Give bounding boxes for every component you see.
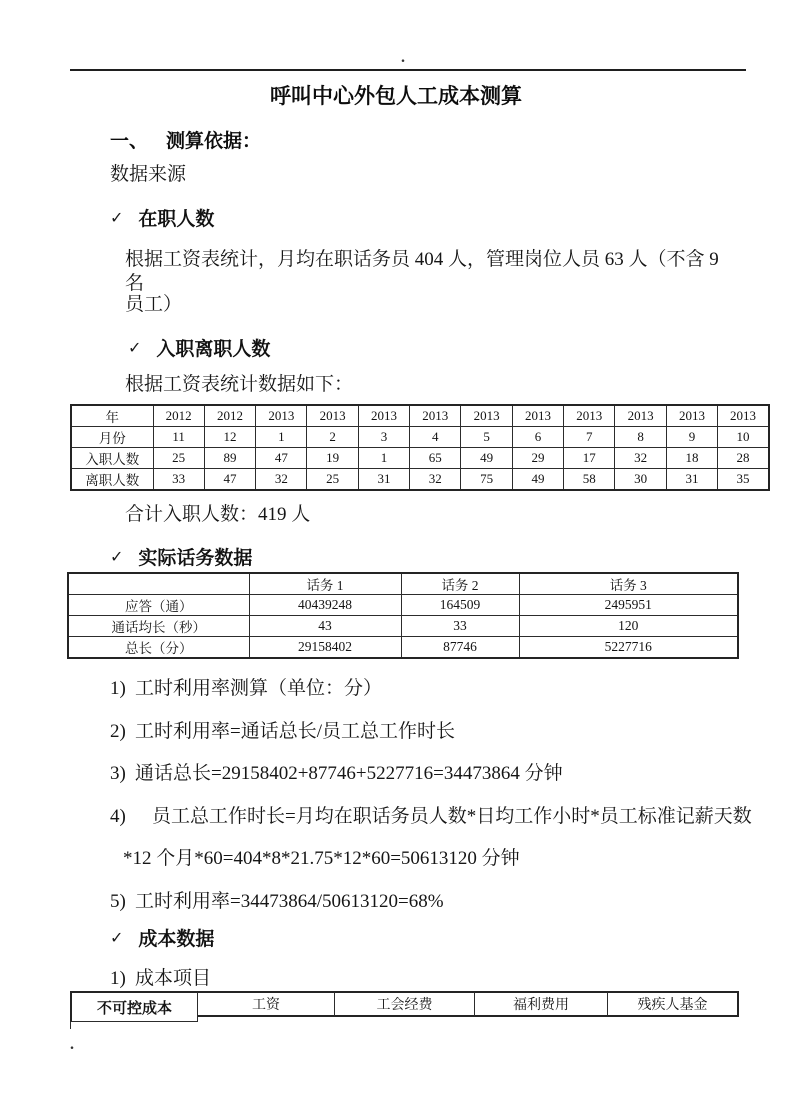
checkmark-icon: ✓ bbox=[128, 338, 142, 357]
table-cell: 32 bbox=[256, 469, 307, 491]
section-number: 一、 bbox=[110, 131, 149, 152]
table-cell: 2013 bbox=[615, 405, 666, 427]
numbered-item-3 bbox=[110, 758, 563, 785]
item-number: 1) bbox=[110, 678, 126, 699]
stray-dot-bottom: . bbox=[70, 1036, 74, 1053]
bullet-label: 成本数据 bbox=[138, 929, 215, 950]
table-cell: 2013 bbox=[410, 405, 461, 427]
total-hired-text: 合计入职人数：419 人 bbox=[125, 504, 311, 525]
table-cell: 9 bbox=[666, 427, 717, 448]
table-cell: 33 bbox=[153, 469, 204, 491]
cost-category-table bbox=[70, 991, 739, 1022]
table-cell: 5227716 bbox=[519, 637, 738, 659]
table-row bbox=[71, 448, 769, 469]
table-cell: 29158402 bbox=[249, 637, 401, 659]
table-cell: 2012 bbox=[153, 405, 204, 427]
table-cell: 2013 bbox=[564, 405, 615, 427]
bullet-label: 入职离职人数 bbox=[156, 339, 271, 360]
table-cell-disabled-fund: 残疾人基金 bbox=[608, 991, 739, 1017]
item-text: 工时利用率=通话总长/员工总工作时长 bbox=[135, 721, 455, 742]
item-number: 3) bbox=[110, 763, 126, 784]
header-rule bbox=[70, 69, 746, 71]
table-cell: 120 bbox=[519, 616, 738, 637]
table-cell-welfare-fee: 福利费用 bbox=[475, 991, 608, 1017]
table-cell: 年 bbox=[71, 405, 153, 427]
table-cell: 入职人数 bbox=[71, 448, 153, 469]
table-cell: 2013 bbox=[358, 405, 409, 427]
table-cell: 49 bbox=[512, 469, 563, 491]
item-number: 1) bbox=[110, 968, 126, 989]
table-cell: 19 bbox=[307, 448, 358, 469]
stray-dot-top: . bbox=[401, 49, 405, 66]
table-cell: 话务 1 bbox=[249, 573, 401, 595]
table-cell: 31 bbox=[666, 469, 717, 491]
item-number: 2) bbox=[110, 721, 126, 742]
data-source-label: 数据来源 bbox=[110, 164, 187, 185]
table-cell: 通话均长（秒） bbox=[68, 616, 249, 637]
table-row bbox=[68, 595, 738, 616]
cost-item-heading bbox=[110, 963, 211, 990]
table-cell: 2013 bbox=[307, 405, 358, 427]
table-cell: 33 bbox=[401, 616, 519, 637]
table-cell: 2495951 bbox=[519, 595, 738, 616]
table-cell: 应答（通） bbox=[68, 595, 249, 616]
table-cell: 2013 bbox=[256, 405, 307, 427]
table-cell-uncontrollable-cost: 不可控成本 bbox=[70, 991, 198, 1022]
table-cell: 话务 3 bbox=[519, 573, 738, 595]
table-cell: 2013 bbox=[461, 405, 512, 427]
table-cell: 89 bbox=[204, 448, 255, 469]
bullet-traffic-data bbox=[110, 541, 257, 572]
checkmark-icon: ✓ bbox=[110, 208, 124, 227]
item-text: 工时利用率测算（单位：分） bbox=[135, 678, 383, 699]
table-cell: 11 bbox=[153, 427, 204, 448]
checkmark-icon: ✓ bbox=[110, 928, 124, 947]
table-cell: 10 bbox=[718, 427, 769, 448]
table-cell: 25 bbox=[307, 469, 358, 491]
bullet-label: 在职人数 bbox=[138, 209, 215, 230]
table-cell: 43 bbox=[249, 616, 401, 637]
item-text: 员工总工作时长=月均在职话务员人数*日均工作小时*员工标准记薪天数 bbox=[152, 806, 752, 827]
table-cell-salary: 工资 bbox=[198, 991, 335, 1017]
table-row bbox=[71, 405, 769, 427]
table-cell: 2013 bbox=[666, 405, 717, 427]
numbered-item-4 bbox=[110, 801, 752, 828]
table-cell: 2 bbox=[307, 427, 358, 448]
table-cell: 18 bbox=[666, 448, 717, 469]
numbered-item-5 bbox=[110, 886, 444, 913]
table-cell: 47 bbox=[204, 469, 255, 491]
table-cell: 离职人数 bbox=[71, 469, 153, 491]
table-row bbox=[68, 616, 738, 637]
table-cell: 30 bbox=[615, 469, 666, 491]
item-text: 通话总长=29158402+87746+5227716=34473864 分钟 bbox=[135, 763, 563, 784]
table-cell: 25 bbox=[153, 448, 204, 469]
table-cell: 65 bbox=[410, 448, 461, 469]
section-heading bbox=[110, 126, 261, 153]
table-row bbox=[68, 573, 738, 595]
table-cell: 29 bbox=[512, 448, 563, 469]
table-row bbox=[71, 469, 769, 491]
item-text: 工时利用率=34473864/50613120=68% bbox=[135, 891, 444, 912]
page-title: 呼叫中心外包人工成本测算 bbox=[270, 84, 522, 108]
traffic-data-table bbox=[67, 572, 739, 659]
item-number: 5) bbox=[110, 891, 126, 912]
table-cell: 2013 bbox=[718, 405, 769, 427]
numbered-item-1 bbox=[110, 673, 382, 700]
bullet-onduty-headcount bbox=[110, 202, 219, 233]
table-row bbox=[71, 427, 769, 448]
table-cell: 6 bbox=[512, 427, 563, 448]
table-cell: 47 bbox=[256, 448, 307, 469]
table-cell: 1 bbox=[358, 448, 409, 469]
table-cell: 1 bbox=[256, 427, 307, 448]
table-cell: 2013 bbox=[512, 405, 563, 427]
item-number: 4) bbox=[110, 806, 126, 827]
numbered-item-2 bbox=[110, 716, 455, 743]
table-cell: 4 bbox=[410, 427, 461, 448]
table-cell: 32 bbox=[410, 469, 461, 491]
table-cell: 164509 bbox=[401, 595, 519, 616]
table-cell: 35 bbox=[718, 469, 769, 491]
table-cell: 5 bbox=[461, 427, 512, 448]
table-cell: 32 bbox=[615, 448, 666, 469]
item-text: 成本项目 bbox=[135, 968, 212, 989]
table-cell bbox=[68, 573, 249, 595]
hire-leave-table bbox=[70, 404, 770, 491]
table-cell: 话务 2 bbox=[401, 573, 519, 595]
table-cell: 3 bbox=[358, 427, 409, 448]
table-cell: 月份 bbox=[71, 427, 153, 448]
table-cell: 58 bbox=[564, 469, 615, 491]
table-cell: 2012 bbox=[204, 405, 255, 427]
table-cell: 12 bbox=[204, 427, 255, 448]
paragraph-onduty-line1: 根据工资表统计，月均在职话务员 404 人，管理岗位人员 63 人（不含 9 名 bbox=[125, 249, 719, 294]
bullet-cost-data bbox=[110, 922, 219, 953]
table-cell: 7 bbox=[564, 427, 615, 448]
table-cell: 49 bbox=[461, 448, 512, 469]
table-cell: 40439248 bbox=[249, 595, 401, 616]
checkmark-icon: ✓ bbox=[110, 547, 124, 566]
table-cell: 75 bbox=[461, 469, 512, 491]
bullet-hire-leave bbox=[128, 332, 275, 363]
numbered-item-4-continuation: *12 个月*60=404*8*21.75*12*60=50613120 分钟 bbox=[123, 848, 520, 869]
table-edge-sliver bbox=[70, 1022, 71, 1029]
paragraph-onduty-line2: 员工） bbox=[125, 294, 183, 315]
table-cell: 17 bbox=[564, 448, 615, 469]
section-title: 测算依据： bbox=[166, 131, 262, 152]
table-row bbox=[68, 637, 738, 659]
table-cell: 87746 bbox=[401, 637, 519, 659]
table-cell: 28 bbox=[718, 448, 769, 469]
table-cell-union-fee: 工会经费 bbox=[335, 991, 475, 1017]
bullet-label: 实际话务数据 bbox=[138, 548, 253, 569]
table-cell: 8 bbox=[615, 427, 666, 448]
paragraph-hire-leave-intro: 根据工资表统计数据如下： bbox=[125, 374, 354, 395]
table-cell: 总长（分） bbox=[68, 637, 249, 659]
table-cell: 31 bbox=[358, 469, 409, 491]
